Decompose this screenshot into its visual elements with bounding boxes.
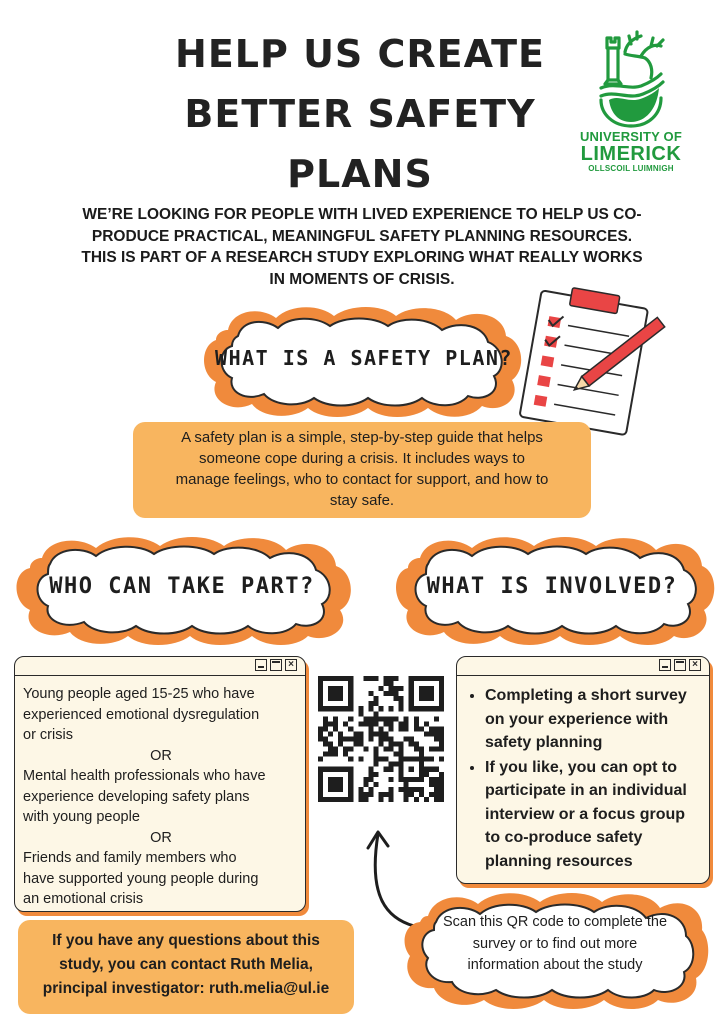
list-item: • Completing a short survey on your experience with safety planning [485, 684, 703, 755]
participant-line: an emotional crisis [23, 891, 144, 907]
logo-line-2: LIMERICK [580, 143, 682, 165]
intro-line-2: PRODUCE PRACTICAL, MEANINGFUL SAFETY PLANNING RESOURCES. [91, 227, 633, 245]
heading-cloud-what-is [198, 300, 530, 422]
page-title [120, 24, 600, 204]
definition-line-4: stay safe. [329, 492, 395, 509]
university-logo [572, 30, 690, 190]
scan-instruction-cloud [400, 886, 710, 1014]
definition-line-3: manage feelings, who to contact for support, and how to [175, 471, 549, 488]
intro-line-1: WE’RE LOOKING FOR PEOPLE WITH LIVED EXPERIENCE TO HELP US CO- [82, 206, 642, 223]
scan-line-1: Scan this QR code to complete the [442, 914, 668, 930]
participants-window [14, 656, 306, 912]
close-icon: × [285, 659, 297, 671]
logo-line-1: UNIVERSITY OF [579, 129, 683, 144]
scan-line-2: survey or to find out more [472, 935, 638, 952]
intro-text [50, 204, 674, 290]
intro-line-3: THIS IS PART OF A RESEARCH STUDY EXPLORING WHAT REALLY WORKS [81, 249, 643, 266]
contact-line-1: If you have any questions about this [52, 932, 320, 949]
close-icon: × [689, 659, 701, 671]
definition-line-2: someone cope during a crisis. It includes ways to [199, 450, 525, 467]
scan-instruction-text [414, 912, 696, 977]
maximize-icon [674, 659, 686, 671]
or-separator: OR [150, 829, 172, 846]
definition-line-1: A safety plan is a simple, step-by-step guide that helps [181, 429, 543, 446]
title-line-3: PLANS [287, 152, 433, 196]
title-line-2: BETTER SAFETY [184, 92, 536, 136]
contact-line-2: study, you can contact Ruth Melia, [59, 956, 313, 973]
or-separator: OR [150, 747, 172, 764]
scan-line-3: information about the study [467, 957, 643, 973]
clipboard-pencil-icon [506, 282, 676, 440]
participant-line: Friends and family members who [23, 850, 237, 866]
participant-line: experienced emotional dysregulation [23, 706, 260, 723]
window-title-bar [15, 657, 305, 676]
maximize-icon [270, 659, 282, 671]
heading-who-can-take-part: WHO CAN TAKE PART? [49, 574, 315, 599]
heading-cloud-involved [388, 532, 716, 648]
window-title-bar [457, 657, 709, 676]
involvement-window [456, 656, 710, 884]
list-item: • If you like, you can opt to participate in an individual interview or a focus group to co-produce safety planning resources [485, 756, 703, 874]
contact-line-3: principal investigator: ruth.melia@ul.ie [42, 980, 330, 997]
intro-line-4: IN MOMENTS OF CRISIS. [269, 270, 455, 288]
contact-box [18, 920, 354, 1014]
participants-text [15, 676, 305, 910]
heading-what-is-safety-plan: WHAT IS A SAFETY PLAN? [215, 346, 513, 370]
participant-line: have supported young people during [23, 870, 259, 887]
title-line-1: HELP US CREATE [175, 32, 545, 76]
heading-what-is-involved: WHAT IS INVOLVED? [426, 574, 678, 599]
heading-cloud-who-can [8, 532, 356, 648]
qr-code[interactable] [318, 674, 444, 804]
minimize-icon [659, 659, 671, 671]
minimize-icon [255, 659, 267, 671]
involvement-list [457, 676, 709, 873]
participant-line: Mental health professionals who have [23, 768, 266, 784]
limerick-crest-icon [595, 30, 667, 130]
participant-line: Young people aged 15-25 who have [23, 686, 255, 702]
participant-line: or crisis [23, 727, 73, 743]
participant-line: with young people [23, 809, 140, 825]
logo-line-3: OLLSCOIL LUIMNIGH [588, 164, 674, 173]
participant-line: experience developing safety plans [23, 788, 250, 805]
definition-box [133, 422, 591, 518]
